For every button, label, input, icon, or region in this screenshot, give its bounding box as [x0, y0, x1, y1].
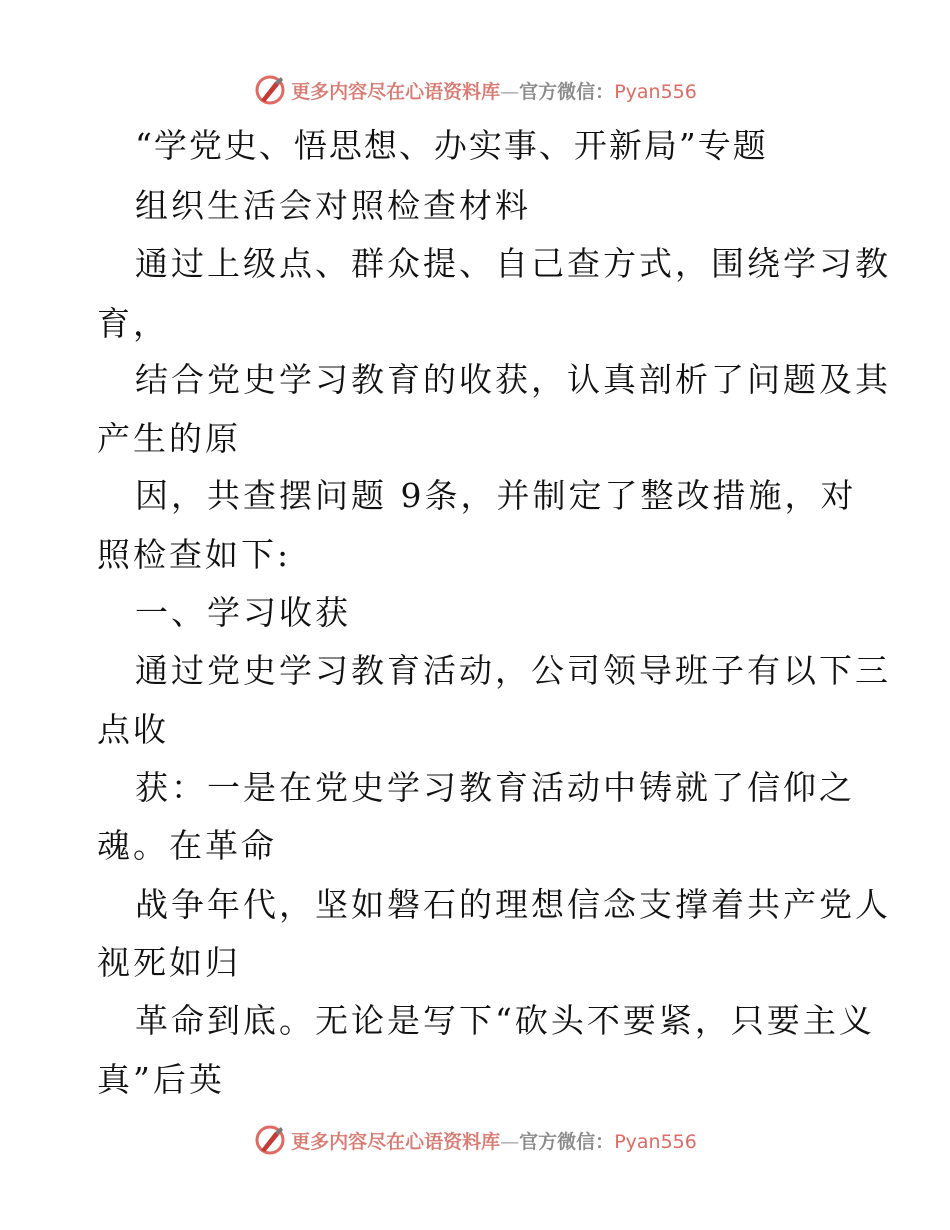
quill-pen-logo-icon	[253, 1123, 287, 1157]
text-line: 通过上级点、群众提、自己查方式，围绕学习教	[135, 244, 891, 283]
paragraph-line	[0, 643, 950, 699]
paragraph-line	[0, 877, 950, 933]
text-line: “学党史、悟思想、办实事、开新局”专题	[135, 126, 768, 165]
watermark-wechat-id: Pyan556	[614, 80, 697, 103]
paragraph-line	[0, 702, 950, 758]
text-line: 产生的原	[97, 419, 241, 458]
watermark-text	[291, 1127, 697, 1154]
text-line: 战争年代，坚如磐石的理想信念支撑着共产党人	[135, 885, 891, 924]
text-line: 视死如归	[97, 943, 241, 982]
paragraph-line	[0, 236, 950, 292]
text-line: 获：一是在党史学习教育活动中铸就了信仰之	[135, 768, 855, 807]
watermark-dash: —	[500, 80, 520, 103]
paragraph-line	[0, 352, 950, 408]
text-line: 点收	[97, 710, 169, 749]
text-line: 革命到底。无论是写下“砍头不要紧，只要主义	[135, 1001, 875, 1040]
paragraph-line	[0, 527, 950, 583]
watermark-wechat-label: 官方微信：	[519, 80, 615, 103]
text-line: 一、学习收获	[135, 593, 351, 632]
paragraph-line	[0, 411, 950, 467]
doc-title-line-2	[0, 178, 950, 234]
paragraph-line	[0, 1052, 950, 1108]
watermark-dash: —	[500, 1130, 520, 1153]
section-heading	[0, 585, 950, 641]
text-line: 照检查如下:	[97, 535, 292, 574]
text-line: 育，	[97, 304, 169, 343]
watermark-prefix: 更多内容尽在心语资料库	[291, 80, 501, 103]
text-line: 魂。在革命	[97, 826, 277, 865]
watermark-wechat-id: Pyan556	[614, 1130, 697, 1153]
text-line: 真”后英	[97, 1060, 225, 1099]
text-line: 通过党史学习教育活动，公司领导班子有以下三	[135, 651, 891, 690]
watermark-group	[253, 1123, 697, 1157]
paragraph-line	[0, 296, 950, 352]
text-line: 结合党史学习教育的收获，认真剖析了问题及其	[135, 360, 891, 399]
paragraph-line	[0, 468, 950, 524]
watermark-prefix: 更多内容尽在心语资料库	[291, 1130, 501, 1153]
watermark-wechat-label: 官方微信：	[519, 1130, 615, 1153]
paragraph-line	[0, 993, 950, 1049]
footer-watermark	[0, 1118, 950, 1162]
text-line: 因，共查摆问题 9条，并制定了整改措施，对	[135, 476, 857, 515]
doc-title-line-1	[0, 118, 950, 174]
paragraph-line	[0, 760, 950, 816]
paragraph-line	[0, 818, 950, 874]
text-line: 组织生活会对照检查材料	[135, 186, 531, 225]
paragraph-line	[0, 935, 950, 991]
